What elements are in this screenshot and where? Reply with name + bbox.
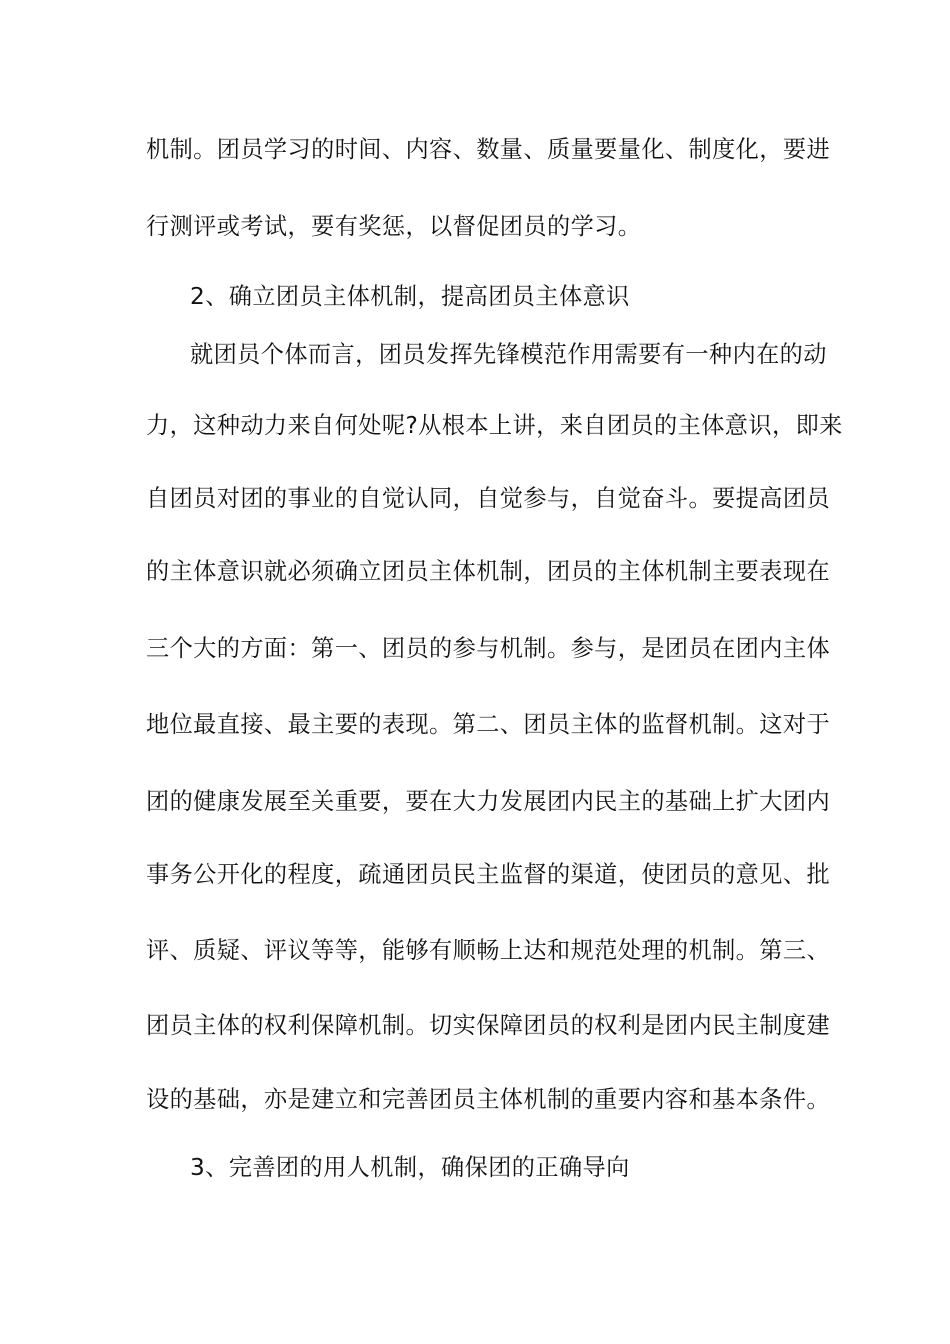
body-text-line: 力，这种动力来自何处呢?从根本上讲，来自团员的主体意识，即来 <box>146 412 843 439</box>
body-text-line: 机制。团员学习的时间、内容、数量、质量要量化、制度化，要进 <box>146 136 831 163</box>
body-text-line: 团员主体的权利保障机制。切实保障团员的权利是团内民主制度建 <box>146 1012 831 1039</box>
body-text-line: 团的健康发展至关重要，要在大力发展团内民主的基础上扩大团内 <box>146 788 831 815</box>
section-heading-2: 2、确立团员主体机制，提高团员主体意识 <box>190 283 630 310</box>
body-text-line: 设的基础，亦是建立和完善团员主体机制的重要内容和基本条件。 <box>146 1086 831 1113</box>
body-text-line: 三个大的方面：第一、团员的参与机制。参与，是团员在团内主体 <box>146 635 831 662</box>
paragraph-first-line: 就团员个体而言，团员发挥先锋模范作用需要有一种内在的动 <box>190 341 827 368</box>
section-heading-3: 3、完善团的用人机制，确保团的正确导向 <box>190 1154 630 1181</box>
body-text-line: 评、质疑、评议等等，能够有顺畅上达和规范处理的机制。第三、 <box>146 937 831 964</box>
body-text-line: 事务公开化的程度，疏通团员民主监督的渠道，使团员的意见、批 <box>146 861 831 888</box>
body-text-line: 行测评或考试，要有奖惩，以督促团员的学习。 <box>146 213 642 240</box>
body-text-line: 自团员对团的事业的自觉认同，自觉参与，自觉奋斗。要提高团员 <box>146 485 831 512</box>
body-text-line: 的主体意识就必须确立团员主体机制，团员的主体机制主要表现在 <box>146 558 831 585</box>
body-text-line: 地位最直接、最主要的表现。第二、团员主体的监督机制。这对于 <box>146 711 831 738</box>
